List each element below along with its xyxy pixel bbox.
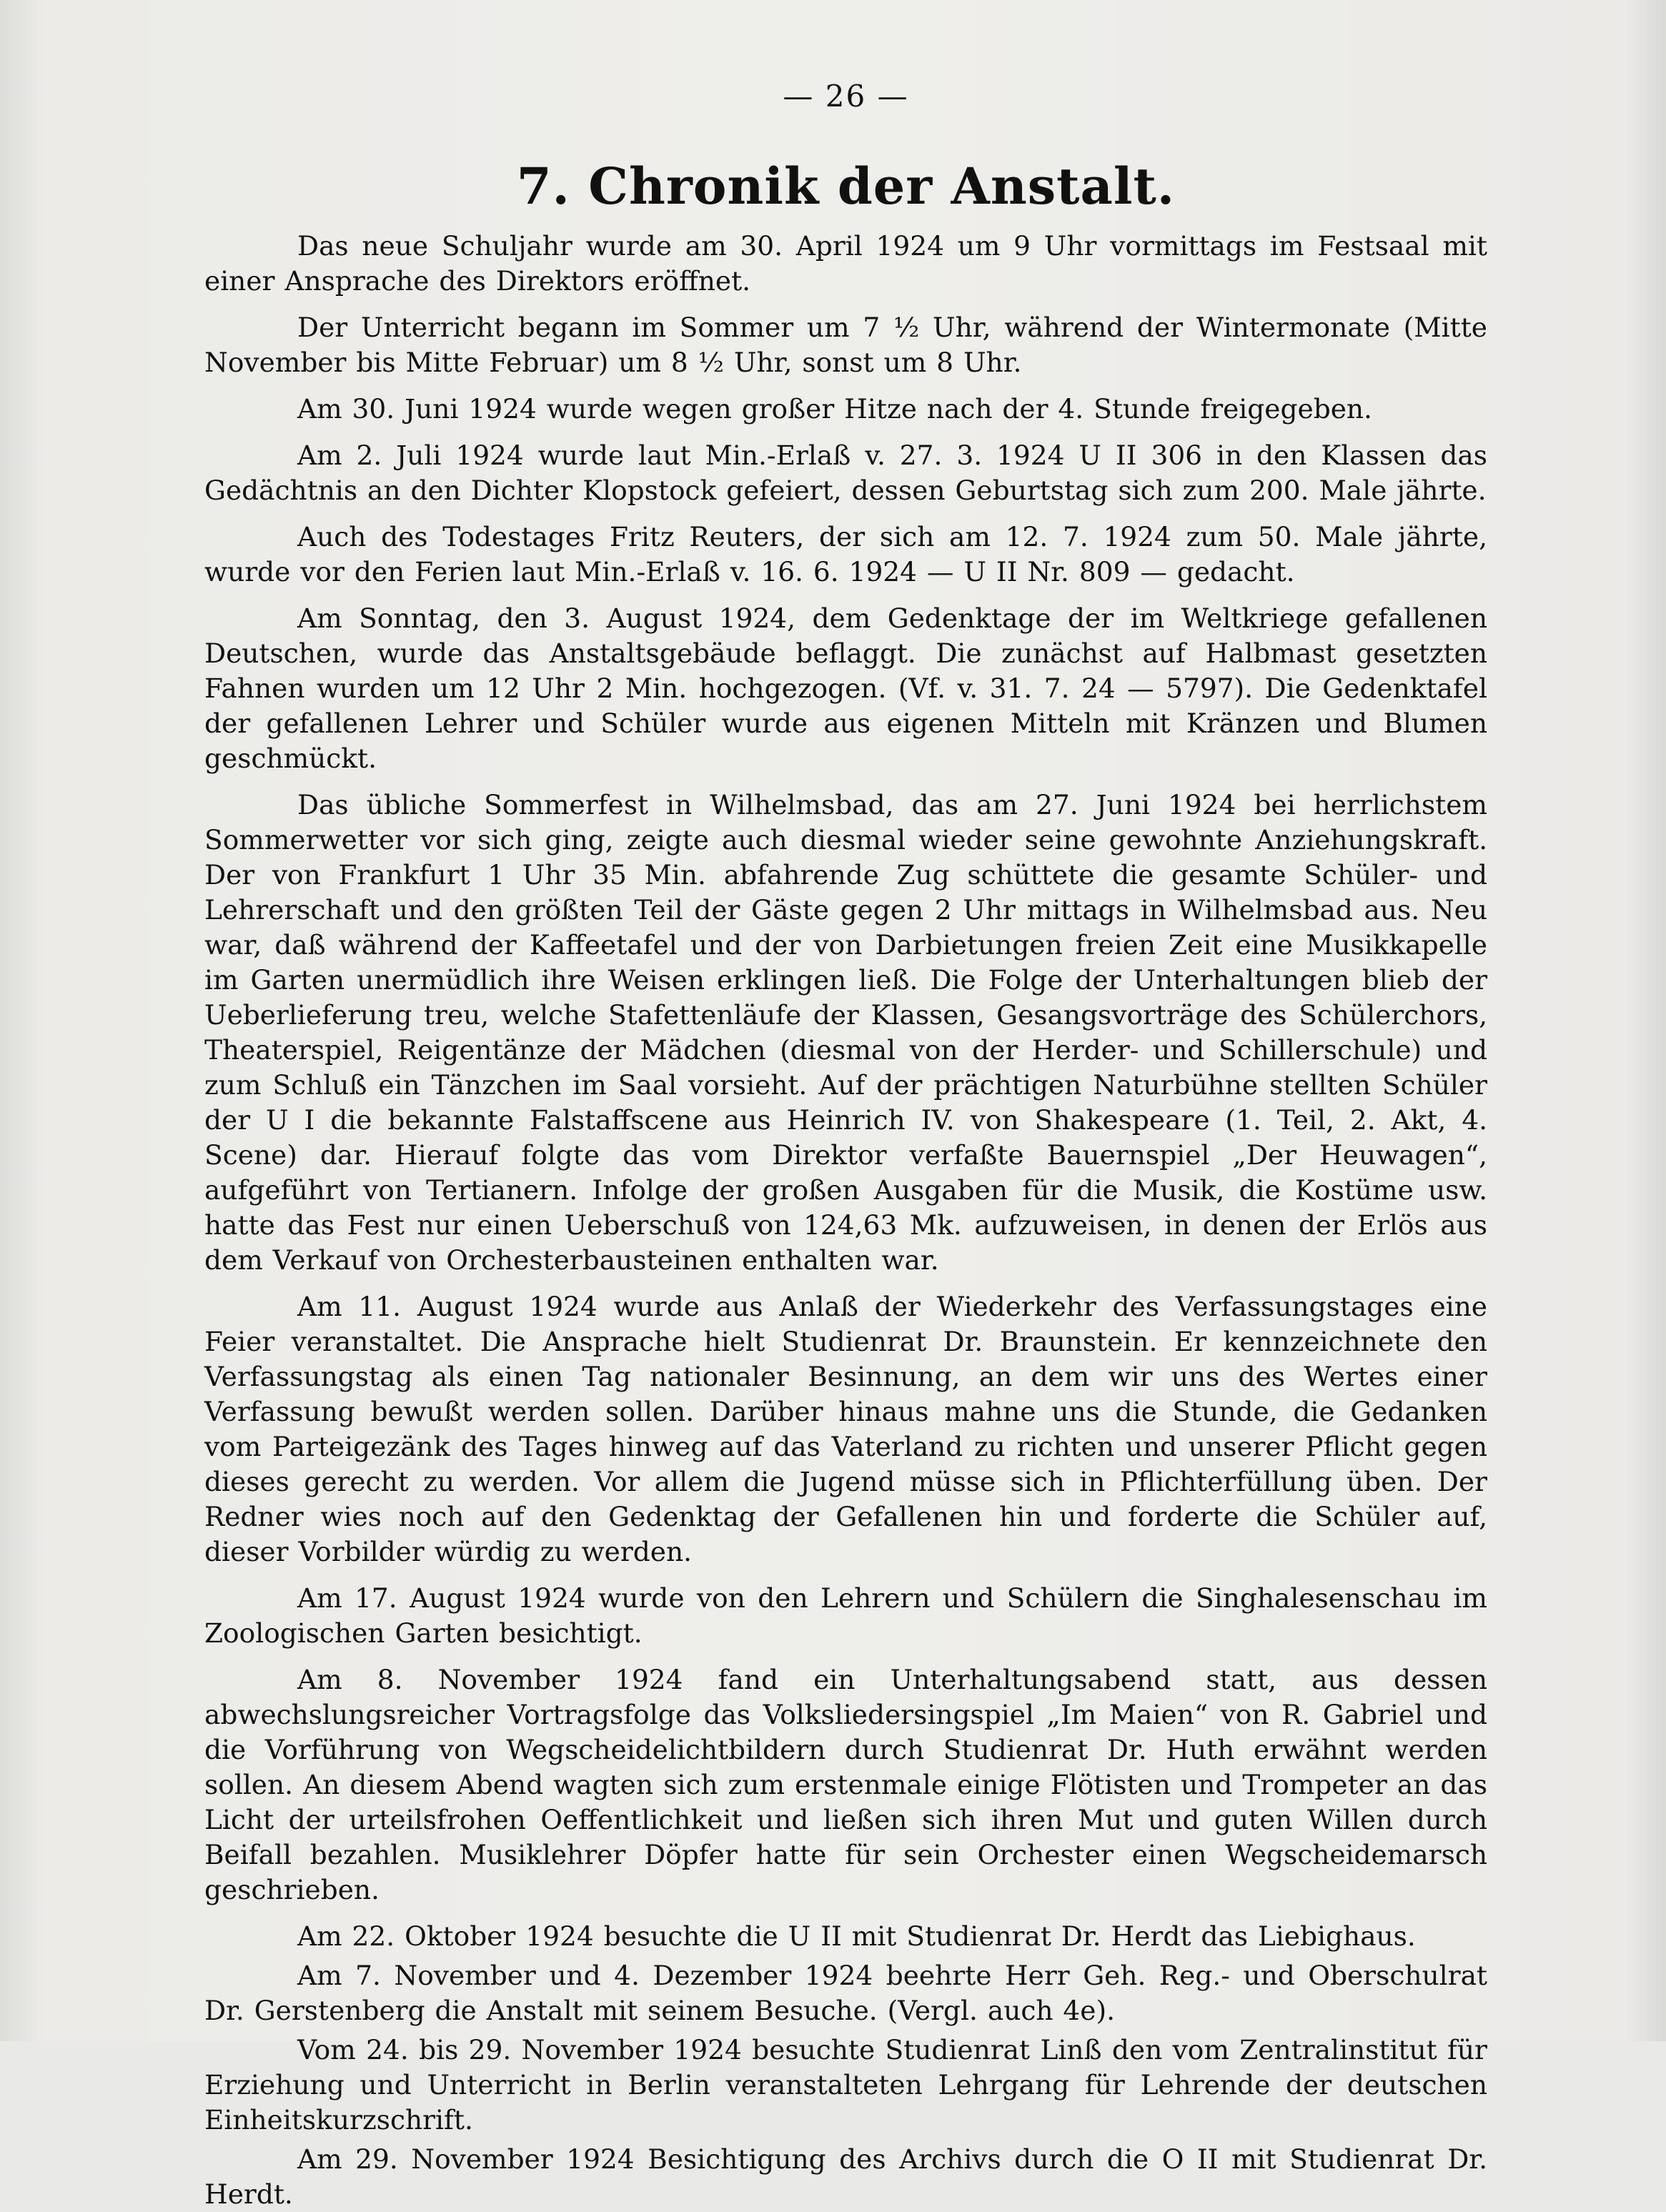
paragraph-summer-festival: Das übliche Sommerfest in Wilhelmsbad, das am 27. Juni 1924 bei herrlichstem Sommerwetter vor sich ging, zeigte auch diesmal wieder seine gewohnte Anziehungskraft. Der von Frankfurt 1 Uhr 35 Min. abfahrende Zug schüttete die gesamte Schüler- und Lehrerschaft und den größten Teil der Gäste gegen 2 Uhr mittags in Wilhelmsbad aus. Neu war, daß während der Kaffeetafel und der von Darbietungen freien Zeit eine Musikkapelle im Garten unermüdlich ihre Weisen erklingen ließ. Die Folge der Unterhaltungen blieb der Ueberlieferung treu, welche Stafettenläufe der Klassen, Gesangsvorträge des Schülerchors, Theaterspiel, Reigentänze der Mädchen (diesmal von der Herder- und Schillerschule) und zum Schluß ein Tänzchen im Saal vorsieht. Auf der prächtigen Naturbühne stellten Schüler der U I die bekannte Falstaffscene aus Heinrich IV. von Shakespeare (1. Teil, 2. Akt, 4. Scene) dar. Hierauf folgte das vom Direktor verfaßte Bauernspiel „Der Heuwagen“, aufgeführt von Tertianern. Infolge der großen Ausgaben für die Musik, die Kostüme usw. hatte das Fest nur einen Ueberschuß von 124,63 Mk. aufzuweisen, in denen der Erlös aus dem Verkauf von Orchesterbausteinen enthalten war. xyxy=(204,789,1487,1276)
section-heading: 7. Chronik der Anstalt. xyxy=(516,157,1176,216)
paragraph-school-year-opening: Das neue Schuljahr wurde am 30. April 1924 um 9 Uhr vormittags im Festsaal mit einer Ansprache des Direktors eröffnet. xyxy=(204,230,1487,297)
paragraph-constitution-day: Am 11. August 1924 wurde aus Anlaß der Wiederkehr des Verfassungstages eine Feier veranstaltet. Die Ansprache hielt Studienrat Dr. Braunstein. Er kennzeichnete den Verfassungstag als einen Tag nationaler Besinnung, an dem wir uns des Wertes einer Verfassung bewußt werden sollen. Darüber hinaus mahne uns die Stunde, die Gedanken vom Parteigezänk des Tages hinweg auf das Vaterland zu richten und unserer Pflicht gegen dieses gerecht zu werden. Vor allem die Jugend müsse sich in Pflichterfüllung üben. Der Redner wies noch auf den Gedenktag der Gefallenen hin und forderte die Schüler auf, dieser Vorbilder würdig zu werden. xyxy=(204,1291,1487,1567)
paragraph-zoo-visit: Am 17. August 1924 wurde von den Lehrern und Schülern die Singhalesenschau im Zoologischen Garten besichtigt. xyxy=(204,1582,1487,1649)
paragraph-klopstock: Am 2. Juli 1924 wurde laut Min.-Erlaß v. 27. 3. 1924 U II 306 in den Klassen das Gedächtnis an den Dichter Klopstock gefeiert, dessen Geburtstag sich zum 200. Male jährte. xyxy=(204,440,1487,506)
paragraph-shorthand-course: Vom 24. bis 29. November 1924 besuchte Studienrat Linß den vom Zentralinstitut für Erziehung und Unterricht in Berlin veranstalteten Lehrgang für Lehrende der deutschen Einheitskurzschrift. xyxy=(204,2034,1487,2136)
paragraph-lesson-times: Der Unterricht begann im Sommer um 7 ½ Uhr, während der Wintermonate (Mitte November bis Mitte Februar) um 8 ½ Uhr, sonst um 8 Uhr. xyxy=(204,312,1487,378)
paragraph-inspection-visit: Am 7. November und 4. Dezember 1924 beehrte Herr Geh. Reg.- und Oberschulrat Dr. Gerstenberg die Anstalt mit seinem Besuche. (Vergl. auch 4e). xyxy=(204,1960,1487,2026)
paragraph-fritz-reuter: Auch des Todestages Fritz Reuters, der sich am 12. 7. 1924 zum 50. Male jährte, wurde vor den Ferien laut Min.-Erlaß v. 16. 6. 1924 — U II Nr. 809 — gedacht. xyxy=(204,521,1487,587)
paragraph-heat-holiday: Am 30. Juni 1924 wurde wegen großer Hitze nach der 4. Stunde freigegeben. xyxy=(297,393,1372,425)
paragraph-entertainment-evening: Am 8. November 1924 fand ein Unterhaltungsabend statt, aus dessen abwechslungsreicher Vortragsfolge das Volksliedersingspiel „Im Maien“ von R. Gabriel und die Vorführung von Wegscheidelichtbildern durch Studienrat Dr. Huth erwähnt werden sollen. An diesem Abend wagten sich zum erstenmale einige Flötisten und Trompeter an das Licht der urteilsfrohen Oeffentlichkeit und ließen sich ihren Mut und guten Willen durch Beifall bezahlen. Musiklehrer Döpfer hatte für sein Orchester einen Wegscheidemarsch geschrieben. xyxy=(204,1664,1487,1905)
page-number: — 26 — xyxy=(783,79,909,114)
paragraph-memorial-day: Am Sonntag, den 3. August 1924, dem Gedenktage der im Weltkriege gefallenen Deutschen, wurde das Anstaltsgebäude beflaggt. Die zunächst auf Halbmast gesetzten Fahnen wurden um 12 Uhr 2 Min. hochgezogen. (Vf. v. 31. 7. 24 — 5797). Die Gedenktafel der gefallenen Lehrer und Schüler wurde aus eigenen Mitteln mit Kränzen und Blumen geschmückt. xyxy=(204,602,1487,774)
paragraph-archive-visit: Am 29. November 1924 Besichtigung des Archivs durch die O II mit Studienrat Dr. Herdt. xyxy=(204,2143,1487,2210)
paragraph-liebighaus: Am 22. Oktober 1924 besuchte die U II mit Studienrat Dr. Herdt das Liebighaus. xyxy=(297,1920,1416,1952)
